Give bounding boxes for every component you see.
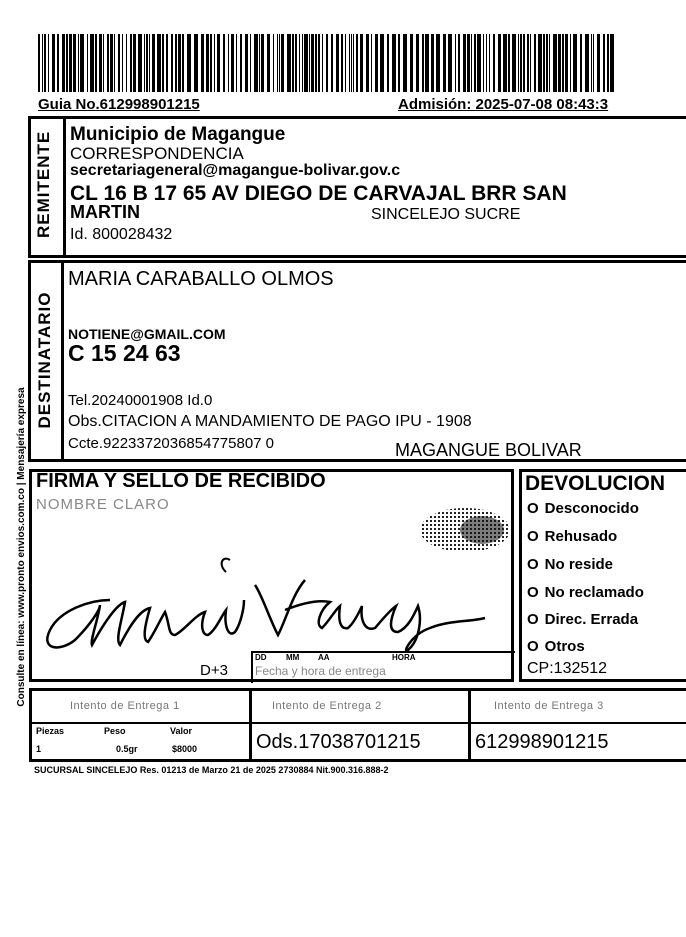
side-consult-text: Consulte en línea: www.pronto envios.com.co | Mensajería expresa bbox=[16, 387, 27, 707]
destinatario-obs: Obs.CITACION A MANDAMIENTO DE PAGO IPU - 1908 bbox=[68, 413, 472, 430]
barcode-bar bbox=[477, 34, 481, 92]
barcode-bar bbox=[80, 34, 84, 92]
barcode-bar bbox=[110, 34, 113, 92]
barcode-bar bbox=[443, 34, 446, 92]
barcode-bar bbox=[543, 34, 545, 92]
barcode-bar bbox=[87, 34, 88, 92]
destinatario-tel: Tel.20240001908 Id.0 bbox=[68, 392, 213, 409]
barcode-bar bbox=[375, 34, 378, 92]
barcode-bar bbox=[149, 34, 150, 92]
barcode-bar bbox=[603, 34, 605, 92]
barcode-bar bbox=[565, 34, 568, 92]
barcode-bar bbox=[549, 34, 550, 92]
barcode-bar bbox=[73, 34, 76, 92]
barcode-bar bbox=[152, 34, 155, 92]
fecha-hora-label: Fecha y hora de entrega bbox=[255, 664, 386, 678]
barcode-bar bbox=[392, 34, 396, 92]
d3-label: D+3 bbox=[200, 662, 228, 679]
barcode-bar bbox=[166, 34, 168, 92]
barcode-bar bbox=[304, 34, 308, 92]
ods-number: Ods.17038701215 bbox=[256, 731, 421, 753]
devolucion-title: DEVOLUCION bbox=[525, 472, 666, 495]
barcode-bar bbox=[331, 34, 333, 92]
barcode-bar bbox=[118, 34, 120, 92]
barcode-bar bbox=[553, 34, 557, 92]
barcode-bar bbox=[345, 34, 346, 92]
barcode-bar bbox=[302, 34, 303, 92]
barcode-bar bbox=[295, 34, 297, 92]
barcode-bar bbox=[250, 34, 251, 92]
barcode-bar bbox=[425, 34, 429, 92]
barcode-bar bbox=[356, 34, 358, 92]
destinatario-name: MARIA CARABALLO OLMOS bbox=[68, 268, 334, 290]
devolucion-option-no-reside[interactable]: O No reside bbox=[527, 556, 614, 573]
peso-value: 0.5gr bbox=[116, 744, 138, 754]
barcode-bar bbox=[279, 34, 280, 92]
barcode-bar bbox=[130, 34, 132, 92]
devolucion-option-rehusado[interactable]: O Rehusado bbox=[527, 528, 618, 545]
barcode-bar bbox=[107, 34, 109, 92]
barcode-bar bbox=[546, 34, 548, 92]
barcode-bar bbox=[122, 34, 123, 92]
barcode-bar bbox=[90, 34, 94, 92]
destinatario-email: NOTIENE@GMAIL.COM bbox=[68, 326, 226, 342]
barcode-bar bbox=[318, 34, 320, 92]
barcode-bar bbox=[398, 34, 400, 92]
remitente-id: Id. 800028432 bbox=[70, 226, 173, 243]
barcode-bar bbox=[520, 34, 522, 92]
guia-number: Guia No.612998901215 bbox=[38, 96, 200, 113]
valor-value: $8000 bbox=[172, 744, 198, 754]
destinatario-address: C 15 24 63 bbox=[68, 340, 181, 366]
firma-title: FIRMA Y SELLO DE RECIBIDO bbox=[36, 470, 326, 492]
barcode-bar bbox=[573, 34, 577, 92]
devolucion-option-otros[interactable]: O Otros bbox=[527, 638, 585, 655]
barcode-bar bbox=[371, 34, 372, 92]
barcode-bar bbox=[387, 34, 389, 92]
barcode-bar bbox=[538, 34, 542, 92]
destinatario-ccte: Ccte.9223372036854775807 0 bbox=[68, 435, 275, 452]
barcode-bar bbox=[610, 34, 614, 92]
barcode-bar bbox=[436, 34, 440, 92]
barcode-bar bbox=[292, 34, 294, 92]
barcode-bar bbox=[254, 34, 258, 92]
barcode-bar bbox=[95, 34, 97, 92]
barcode-bar bbox=[267, 34, 270, 92]
barcode-bar bbox=[366, 34, 369, 92]
destinatario-city: MAGANGUE BOLIVAR bbox=[395, 440, 582, 460]
barcode-bar bbox=[194, 34, 198, 92]
barcode bbox=[38, 34, 618, 92]
barcode-bar bbox=[474, 34, 476, 92]
barcode-bar bbox=[309, 34, 310, 92]
barcode-bar bbox=[503, 34, 507, 92]
barcode-bar bbox=[223, 34, 225, 92]
admision-date: Admisión: 2025-07-08 08:43:3 bbox=[398, 96, 609, 113]
devolucion-option-direc-errada[interactable]: O Direc. Errada bbox=[527, 611, 639, 628]
barcode-bar bbox=[416, 34, 419, 92]
barcode-bar bbox=[103, 34, 104, 92]
barcode-bar bbox=[422, 34, 424, 92]
peso-header: Peso bbox=[104, 726, 126, 736]
barcode-bar bbox=[562, 34, 564, 92]
barcode-bar bbox=[322, 34, 323, 92]
barcode-bar bbox=[299, 34, 300, 92]
barcode-bar bbox=[455, 34, 456, 92]
barcode-bar bbox=[48, 34, 49, 92]
barcode-bar bbox=[458, 34, 460, 92]
barcode-bar bbox=[483, 34, 484, 92]
barcode-bar bbox=[38, 34, 40, 92]
signature bbox=[30, 540, 510, 660]
remitente-label: REMITENTE bbox=[34, 130, 53, 238]
barcode-bar bbox=[281, 34, 284, 92]
barcode-bar bbox=[228, 34, 229, 92]
barcode-bar bbox=[214, 34, 215, 92]
date-label-hora: HORA bbox=[392, 653, 416, 662]
intento-3-label: Intento de Entrega 3 bbox=[494, 700, 604, 712]
barcode-bar bbox=[326, 34, 328, 92]
barcode-bar bbox=[593, 34, 594, 92]
barcode-bar bbox=[69, 34, 72, 92]
barcode-bar bbox=[341, 34, 343, 92]
date-label-aa: AA bbox=[318, 653, 330, 662]
intento-2-label: Intento de Entrega 2 bbox=[272, 700, 382, 712]
barcode-bar bbox=[512, 34, 516, 92]
barcode-bar bbox=[523, 34, 525, 92]
date-label-mm: MM bbox=[286, 653, 300, 662]
barcode-bar bbox=[259, 34, 260, 92]
barcode-bar bbox=[261, 34, 264, 92]
barcode-bar bbox=[133, 34, 136, 92]
barcode-bar bbox=[380, 34, 384, 92]
remitente-dept: CORRESPONDENCIA bbox=[70, 144, 244, 163]
remitente-email: secretariageneral@magangue-bolivar.gov.c bbox=[70, 162, 401, 179]
remitente-name: Municipio de Magangue bbox=[70, 124, 286, 145]
barcode-bar bbox=[403, 34, 407, 92]
barcode-bar bbox=[44, 34, 46, 92]
barcode-bar bbox=[201, 34, 204, 92]
barcode-bar bbox=[157, 34, 161, 92]
barcode-bar bbox=[591, 34, 592, 92]
barcode-bar bbox=[66, 34, 68, 92]
barcode-bar bbox=[245, 34, 248, 92]
barcode-bar bbox=[489, 34, 490, 92]
barcode-bar bbox=[236, 34, 237, 92]
barcode-bar bbox=[315, 34, 317, 92]
barcode-bar bbox=[508, 34, 510, 92]
barcode-bar bbox=[277, 34, 278, 92]
barcode-bar bbox=[585, 34, 589, 92]
barcode-bar bbox=[273, 34, 274, 92]
barcode-bar bbox=[570, 34, 571, 92]
destinatario-label: DESTINATARIO bbox=[35, 291, 54, 429]
barcode-bar bbox=[336, 34, 339, 92]
barcode-bar bbox=[57, 34, 59, 92]
barcode-bar bbox=[42, 34, 43, 92]
barcode-bar bbox=[410, 34, 413, 92]
remitente-address: CL 16 B 17 65 AV DIEGO DE CARVAJAL BRR SAN bbox=[70, 182, 567, 205]
barcode-bar bbox=[175, 34, 177, 92]
barcode-bar bbox=[486, 34, 487, 92]
barcode-bar bbox=[311, 34, 314, 92]
barcode-bar bbox=[580, 34, 582, 92]
barcode-bar bbox=[114, 34, 115, 92]
barcode-bar bbox=[498, 34, 501, 92]
nombre-claro-label: NOMBRE CLARO bbox=[36, 496, 170, 513]
date-label-dd: DD bbox=[255, 653, 267, 662]
barcode-bar bbox=[231, 34, 234, 92]
barcode-bar bbox=[607, 34, 609, 92]
barcode-bar bbox=[287, 34, 291, 92]
devolucion-option-desconocido[interactable]: O Desconocido bbox=[527, 500, 639, 517]
piezas-value: 1 bbox=[36, 744, 42, 754]
barcode-bar bbox=[171, 34, 173, 92]
barcode-bar bbox=[558, 34, 561, 92]
barcode-bar bbox=[351, 34, 352, 92]
barcode-bar bbox=[467, 34, 470, 92]
barcode-bar bbox=[210, 34, 212, 92]
barcode-bar bbox=[240, 34, 242, 92]
barcode-bar bbox=[360, 34, 363, 92]
barcode-bar bbox=[62, 34, 65, 92]
barcode-bar bbox=[78, 34, 79, 92]
barcode-bar bbox=[126, 34, 127, 92]
barcode-bar bbox=[146, 34, 148, 92]
remitente-city: SINCELEJO SUCRE bbox=[371, 206, 521, 223]
guia-number-bottom: 612998901215 bbox=[475, 731, 609, 753]
barcode-bar bbox=[99, 34, 102, 92]
barcode-bar bbox=[534, 34, 536, 92]
barcode-bar bbox=[162, 34, 164, 92]
barcode-bar bbox=[138, 34, 142, 92]
barcode-bar bbox=[448, 34, 452, 92]
barcode-bar bbox=[471, 34, 472, 92]
barcode-bar bbox=[353, 34, 354, 92]
valor-header: Valor bbox=[170, 726, 193, 736]
barcode-bar bbox=[206, 34, 209, 92]
barcode-bar bbox=[182, 34, 184, 92]
barcode-bar bbox=[144, 34, 145, 92]
barcode-bar bbox=[178, 34, 181, 92]
devolucion-option-no-reclamado[interactable]: O No reclamado bbox=[527, 584, 644, 601]
barcode-bar bbox=[518, 34, 519, 92]
piezas-header: Piezas bbox=[36, 726, 65, 736]
barcode-bar bbox=[187, 34, 191, 92]
barcode-bar bbox=[463, 34, 466, 92]
barcode-bar bbox=[527, 34, 529, 92]
footer-text: SUCURSAL SINCELEJO Res. 01213 de Marzo 21 de 2025 2730884 Nit.900.316.888-2 bbox=[34, 765, 389, 775]
devolucion-cp: CP:132512 bbox=[527, 660, 608, 677]
barcode-bar bbox=[52, 34, 55, 92]
barcode-bar bbox=[349, 34, 350, 92]
barcode-bar bbox=[530, 34, 531, 92]
barcode-bar bbox=[217, 34, 220, 92]
barcode-bar bbox=[493, 34, 495, 92]
remitente-address2: MARTIN bbox=[70, 202, 140, 222]
barcode-bar bbox=[431, 34, 434, 92]
barcode-bar bbox=[597, 34, 600, 92]
intento-1-label: Intento de Entrega 1 bbox=[70, 700, 180, 712]
